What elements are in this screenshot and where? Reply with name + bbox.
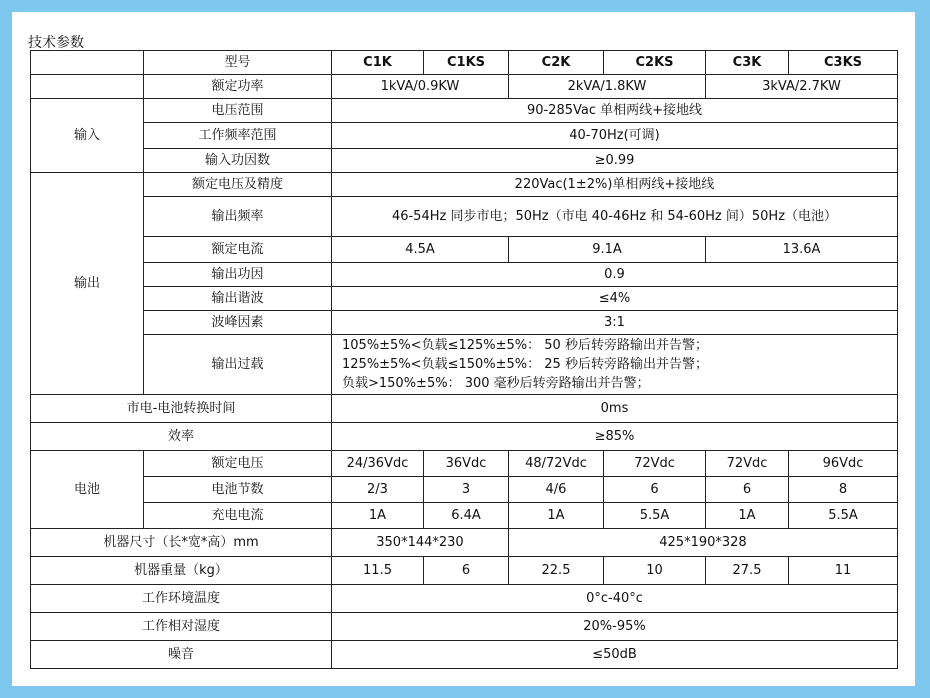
value-cell: 46-54Hz 同步市电；50Hz（市电 40-46Hz 和 54-60Hz 间）50Hz（电池） bbox=[332, 197, 898, 237]
value-cell: 425*190*328 bbox=[509, 529, 898, 557]
value-cell: 27.5 bbox=[706, 557, 789, 585]
row-label: 输出功因 bbox=[144, 263, 332, 287]
table-row bbox=[31, 335, 898, 395]
value-cell: 24/36Vdc bbox=[332, 451, 424, 477]
value-cell: 6 bbox=[706, 477, 789, 503]
row-label: 市电-电池转换时间 bbox=[31, 395, 332, 423]
value-cell: 0.9 bbox=[332, 263, 898, 287]
row-label: 输出过载 bbox=[144, 335, 332, 395]
row-label: 型号 bbox=[144, 51, 332, 75]
spec-table bbox=[30, 50, 898, 669]
model-cell: C2KS bbox=[604, 51, 706, 75]
group-label: 输入 bbox=[31, 99, 144, 173]
row-label: 效率 bbox=[31, 423, 332, 451]
row-label: 额定电压及精度 bbox=[144, 173, 332, 197]
table-row bbox=[31, 641, 898, 669]
value-cell: 4.5A bbox=[332, 237, 509, 263]
value-cell: 40-70Hz(可调) bbox=[332, 123, 898, 149]
value-cell: 11 bbox=[789, 557, 898, 585]
value-cell: 6 bbox=[604, 477, 706, 503]
table-row bbox=[31, 557, 898, 585]
table-row bbox=[31, 99, 898, 123]
table-row bbox=[31, 287, 898, 311]
value-cell: 3 bbox=[424, 477, 509, 503]
value-cell: 48/72Vdc bbox=[509, 451, 604, 477]
row-label: 波峰因素 bbox=[144, 311, 332, 335]
table-row bbox=[31, 237, 898, 263]
value-cell: 5.5A bbox=[604, 503, 706, 529]
value-cell: 6.4A bbox=[424, 503, 509, 529]
value-cell: 1kVA/0.9KW bbox=[332, 75, 509, 99]
table-row bbox=[31, 149, 898, 173]
value-cell: 0ms bbox=[332, 395, 898, 423]
table-row bbox=[31, 503, 898, 529]
overload-line: 105%±5%<负载≤125%±5%： 50 秒后转旁路输出并告警； bbox=[342, 338, 708, 353]
value-cell: 6 bbox=[424, 557, 509, 585]
row-label: 电压范围 bbox=[144, 99, 332, 123]
table-row bbox=[31, 123, 898, 149]
table-row bbox=[31, 529, 898, 557]
group-label: 输出 bbox=[31, 173, 144, 395]
value-cell: 1A bbox=[332, 503, 424, 529]
table-row bbox=[31, 477, 898, 503]
row-label: 工作频率范围 bbox=[144, 123, 332, 149]
table-row bbox=[31, 75, 898, 99]
value-cell: 2kVA/1.8KW bbox=[509, 75, 706, 99]
value-cell: 20%-95% bbox=[332, 613, 898, 641]
row-label: 电池节数 bbox=[144, 477, 332, 503]
table-row bbox=[31, 263, 898, 287]
value-cell: 1A bbox=[509, 503, 604, 529]
model-cell: C3K bbox=[706, 51, 789, 75]
value-cell: 3kVA/2.7KW bbox=[706, 75, 898, 99]
value-cell: 72Vdc bbox=[604, 451, 706, 477]
table-row bbox=[31, 585, 898, 613]
row-label: 输出谐波 bbox=[144, 287, 332, 311]
value-cell: 3:1 bbox=[332, 311, 898, 335]
value-cell: 11.5 bbox=[332, 557, 424, 585]
group-label: 电池 bbox=[31, 451, 144, 529]
model-cell: C3KS bbox=[789, 51, 898, 75]
value-cell: 10 bbox=[604, 557, 706, 585]
value-cell: ≤4% bbox=[332, 287, 898, 311]
table-row bbox=[31, 51, 898, 75]
overload-line: 125%±5%<负载≤150%±5%： 25 秒后转旁路输出并告警； bbox=[342, 357, 708, 372]
value-cell: ≥0.99 bbox=[332, 149, 898, 173]
empty-cell bbox=[31, 51, 144, 75]
row-label: 额定电流 bbox=[144, 237, 332, 263]
row-label: 工作环境温度 bbox=[31, 585, 332, 613]
section-title: 技术参数 bbox=[28, 35, 84, 51]
value-cell: 5.5A bbox=[789, 503, 898, 529]
row-label: 噪音 bbox=[31, 641, 332, 669]
table-row bbox=[31, 423, 898, 451]
value-cell: 90-285Vac 单相两线+接地线 bbox=[332, 99, 898, 123]
model-cell: C2K bbox=[509, 51, 604, 75]
value-cell: 350*144*230 bbox=[332, 529, 509, 557]
value-cell: 2/3 bbox=[332, 477, 424, 503]
row-label: 额定电压 bbox=[144, 451, 332, 477]
value-cell: ≥85% bbox=[332, 423, 898, 451]
value-cell: 1A bbox=[706, 503, 789, 529]
row-label: 输入功因数 bbox=[144, 149, 332, 173]
page bbox=[12, 12, 915, 686]
value-cell: 8 bbox=[789, 477, 898, 503]
overload-cell bbox=[332, 335, 898, 395]
value-cell: 13.6A bbox=[706, 237, 898, 263]
table-row bbox=[31, 613, 898, 641]
row-label: 工作相对湿度 bbox=[31, 613, 332, 641]
value-cell: 36Vdc bbox=[424, 451, 509, 477]
empty-cell bbox=[31, 75, 144, 99]
value-cell: 72Vdc bbox=[706, 451, 789, 477]
row-label: 机器尺寸（长*宽*高）mm bbox=[31, 529, 332, 557]
model-cell: C1KS bbox=[424, 51, 509, 75]
table-row bbox=[31, 451, 898, 477]
table-row bbox=[31, 173, 898, 197]
value-cell: 4/6 bbox=[509, 477, 604, 503]
overload-line: 负载>150%±5%： 300 毫秒后转旁路输出并告警； bbox=[342, 376, 650, 391]
table-row bbox=[31, 395, 898, 423]
value-cell: 22.5 bbox=[509, 557, 604, 585]
model-cell: C1K bbox=[332, 51, 424, 75]
value-cell: 0°c-40°c bbox=[332, 585, 898, 613]
value-cell: 96Vdc bbox=[789, 451, 898, 477]
value-cell: 220Vac(1±2%)单相两线+接地线 bbox=[332, 173, 898, 197]
value-cell: ≤50dB bbox=[332, 641, 898, 669]
table-row bbox=[31, 197, 898, 237]
row-label: 额定功率 bbox=[144, 75, 332, 99]
row-label: 充电电流 bbox=[144, 503, 332, 529]
value-cell: 9.1A bbox=[509, 237, 706, 263]
row-label: 输出频率 bbox=[144, 197, 332, 237]
table-row bbox=[31, 311, 898, 335]
row-label: 机器重量（kg） bbox=[31, 557, 332, 585]
